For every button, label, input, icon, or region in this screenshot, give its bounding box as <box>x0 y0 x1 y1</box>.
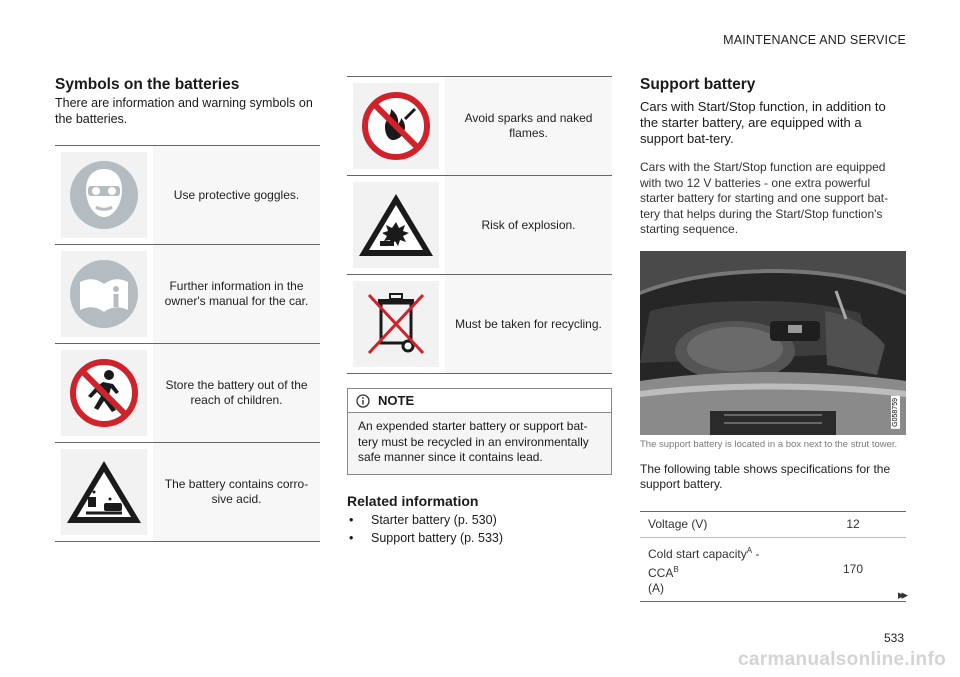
symbol-row <box>55 245 320 344</box>
spec-label: Voltage (V) <box>648 516 708 531</box>
symbols-title: Symbols on the batteries <box>55 76 240 93</box>
note-box <box>347 388 612 475</box>
photo-code: G058759 <box>892 397 899 427</box>
no-children-icon <box>69 358 139 428</box>
symbol-row <box>347 77 612 176</box>
note-header <box>348 389 611 413</box>
section-header: MAINTENANCE AND SERVICE <box>723 33 906 47</box>
symbol-text: The battery contains corro-sive acid. <box>153 443 320 541</box>
explosion-icon <box>356 190 436 260</box>
engine-bay-photo <box>640 251 906 435</box>
column-support-battery <box>640 76 906 602</box>
spec-label: Cold start capacity$^A$ - $CCA^B$ (A) <box>648 545 760 595</box>
column-symbols <box>55 76 320 542</box>
spec-row-cold-start <box>640 537 906 601</box>
note-label: NOTE <box>378 393 415 408</box>
support-title: Support battery <box>640 76 756 93</box>
symbol-text: Risk of explosion. <box>445 176 612 274</box>
note-text: An expended starter battery or support bat-tery must be recycled in an environmentally safe manner since it contains lead. <box>348 413 611 474</box>
corrosive-icon <box>64 457 144 527</box>
column-symbols-continued <box>347 76 612 547</box>
related-link-starter-battery[interactable]: • Starter battery (p. 530) <box>347 511 612 529</box>
symbol-text: Must be taken for recycling. <box>445 275 612 373</box>
symbols-table-2 <box>347 76 612 374</box>
symbols-intro: There are information and warning symbols on the batteries. <box>55 96 313 126</box>
spec-row-voltage <box>640 512 906 537</box>
symbol-row <box>347 176 612 275</box>
support-body: Cars with the Start/Stop function are equipped with two 12 V batteries - one extra powerful starter battery for starting and one support bat-tery that helps during the Start/Stop function's starting sequence. <box>640 160 889 236</box>
recycling-icon <box>361 287 431 361</box>
related-link-support-battery[interactable]: • Support battery (p. 533) <box>347 529 612 547</box>
watermark: carmanualsonline.info <box>738 649 946 670</box>
symbol-text: Further information in the owner's manual for the car. <box>153 245 320 343</box>
no-flames-icon <box>361 91 431 161</box>
related-list <box>347 511 612 547</box>
engine-bay-illustration <box>640 251 906 435</box>
table-intro: The following table shows specifications for the support battery. <box>640 461 891 491</box>
symbol-row <box>55 146 320 245</box>
page-number: 533 <box>883 631 904 645</box>
symbols-table-1 <box>55 145 320 542</box>
symbol-row <box>55 344 320 443</box>
spec-value: 12 <box>846 516 860 531</box>
symbol-text: Store the battery out of the reach of children. <box>153 344 320 442</box>
info-icon <box>356 394 370 408</box>
spec-table <box>640 511 906 602</box>
support-lead: Cars with Start/Stop function, in addition to the starter battery, are equipped with a support bat-tery. <box>640 99 886 146</box>
manual-icon <box>68 258 140 330</box>
symbol-row <box>55 443 320 542</box>
spec-value: 170 <box>842 561 864 576</box>
goggles-icon <box>68 159 140 231</box>
symbol-row <box>347 275 612 374</box>
photo-caption: The support battery is located in a box next to the strut tower. <box>640 438 898 450</box>
continue-arrow-icon: ▸▸ <box>897 587 905 602</box>
symbol-text: Use protective goggles. <box>153 146 320 244</box>
related-title: Related information <box>347 492 479 509</box>
symbol-text: Avoid sparks and naked flames. <box>445 77 612 175</box>
